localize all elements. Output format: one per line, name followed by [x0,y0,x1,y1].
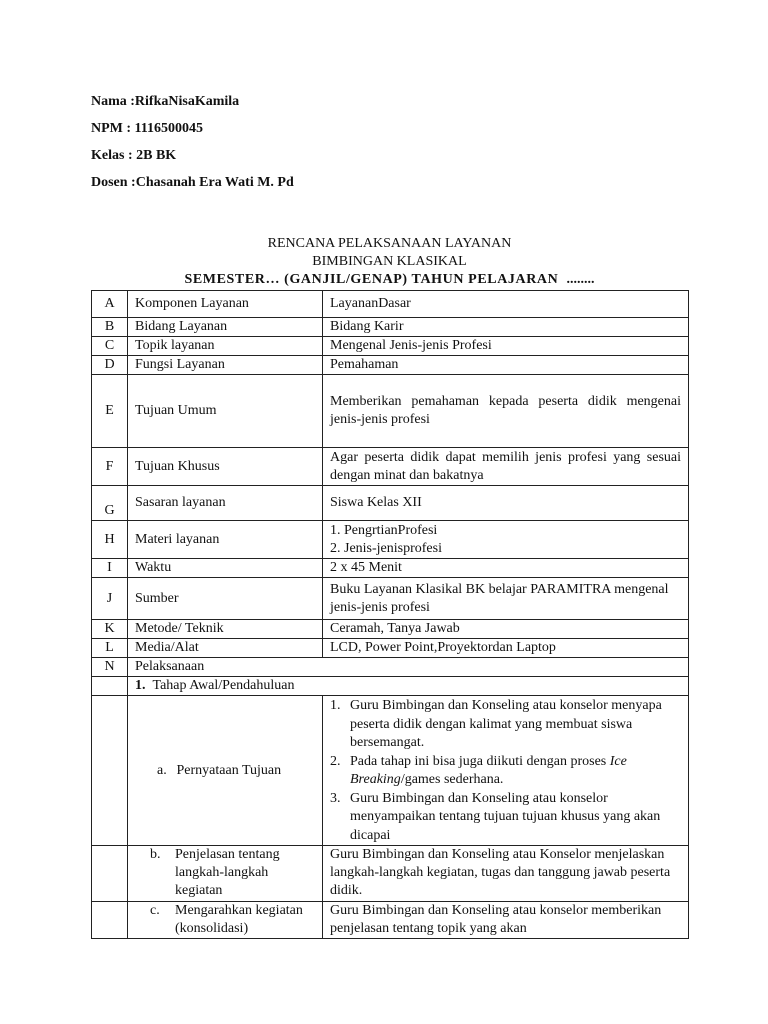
row-value: Bidang Karir [323,318,689,337]
row-value: 2 x 45 Menit [323,559,689,578]
step-title: Penjelasan tentang langkah-langkah kegiatan [175,847,280,898]
step-label [128,696,323,846]
step-label [128,846,323,902]
materi-item: 1. PengrtianProfesi [330,522,438,538]
table-row [92,318,689,337]
step-title: Mengarahkan kegiatan (konsolidasi) [175,903,303,936]
row-key: E [92,375,128,448]
row-key-empty [92,696,128,846]
student-info [91,92,294,200]
table-row [92,677,689,696]
step-c [135,902,315,938]
row-value: Pemahaman [323,356,689,375]
row-label: Media/Alat [128,639,323,658]
student-name: Nama :RifkaNisaKamila [91,94,240,109]
row-label: Sumber [128,578,323,620]
table-row [92,521,689,559]
row-label: Fungsi Layanan [128,356,323,375]
list-number: 3. [330,790,341,806]
list-text-post: /games sederhana. [400,772,504,787]
row-key-empty [92,846,128,902]
table-row [92,658,689,677]
materi-item: 2. Jenis-jenisprofesi [330,540,442,556]
row-key: F [92,448,128,486]
title-line-1: RENCANA PELAKSANAAN LAYANAN [267,236,512,251]
table-row [92,559,689,578]
row-label: Bidang Layanan [128,318,323,337]
step-a [135,762,315,780]
title-line-3 [91,271,688,289]
row-value: Mengenal Jenis-jenis Profesi [323,337,689,356]
document-title [91,235,688,289]
row-key: D [92,356,128,375]
table-row [92,696,689,846]
table-row [92,578,689,620]
table-row [92,356,689,375]
row-value: Buku Layanan Klasikal BK belajar PARAMITRA mengenal jenis-jenis profesi [323,578,689,620]
step-title: Pernyataan Tujuan [176,762,282,778]
rpl-table [91,290,689,939]
row-key: K [92,620,128,639]
title-line-3-tail: ........ [566,272,595,287]
row-key-empty [92,677,128,696]
row-value: Ceramah, Tanya Jawab [323,620,689,639]
list-text: Guru Bimbingan dan Konseling atau konselor menyapa peserta didik dengan kalimat yang membuat siswa bersemangat. [350,698,662,750]
list-item [330,697,681,753]
step-b [135,846,315,900]
stage-title: Tahap Awal/Pendahuluan [152,678,295,693]
row-key: A [92,291,128,318]
step-letter: c. [150,903,160,918]
table-row [92,448,689,486]
list-number: 2. [330,753,341,769]
row-value: LCD, Power Point,Proyektordan Laptop [323,639,689,658]
row-key: J [92,578,128,620]
stage-heading [128,677,689,696]
table-row [92,337,689,356]
step-label [128,902,323,939]
list-item [330,790,681,846]
row-key: I [92,559,128,578]
student-npm: NPM : 1116500045 [91,121,203,136]
table-row [92,846,689,902]
step-letter: a. [157,762,167,778]
table-row [92,620,689,639]
row-label: Komponen Layanan [128,291,323,318]
row-label: Tujuan Umum [128,375,323,448]
step-a-list [330,697,681,845]
row-key: C [92,337,128,356]
step-content: Guru Bimbingan dan Konseling atau Konselor menjelaskan langkah-langkah kegiatan, tugas dan tanggung jawab peserta didik. [323,846,689,902]
title-line-3-main: SEMESTER… (GANJIL/GENAP) TAHUN PELAJARAN [184,272,559,287]
row-label: Pelaksanaan [128,658,689,677]
list-number: 1. [330,698,341,713]
table-row [92,639,689,658]
row-label: Topik layanan [128,337,323,356]
list-item [330,753,681,790]
row-label: Sasaran layanan [128,486,323,521]
table-row [92,902,689,939]
stage-number: 1. [135,678,146,693]
row-key: B [92,318,128,337]
row-label: Tujuan Khusus [128,448,323,486]
row-key: G [92,486,128,521]
row-key: L [92,639,128,658]
table-row [92,375,689,448]
row-value: Memberikan pemahaman kepada peserta didik mengenai jenis-jenis profesi [323,375,689,448]
row-label: Metode/ Teknik [128,620,323,639]
table-row [92,486,689,521]
row-value: Siswa Kelas XII [323,486,689,521]
row-label: Waktu [128,559,323,578]
table-row [92,291,689,318]
step-content [323,696,689,846]
step-letter: b. [150,847,161,862]
row-value [323,521,689,559]
row-key-empty [92,902,128,939]
row-key: H [92,521,128,559]
lecturer-name: Dosen :Chasanah Era Wati M. Pd [91,175,294,190]
row-key: N [92,658,128,677]
row-label: Materi layanan [128,521,323,559]
row-value: LayananDasar [323,291,689,318]
step-content: Guru Bimbingan dan Konseling atau konselor memberikan penjelasan tentang topik yang akan [323,902,689,939]
list-text-pre: Pada tahap ini bisa juga diikuti dengan proses [350,753,610,769]
list-text: Guru Bimbingan dan Konseling atau konselor menyampaikan tentang tujuan tujuan khusus yang akan dicapai [350,790,661,843]
row-value: Agar peserta didik dapat memilih jenis profesi yang sesuai dengan minat dan bakatnya [323,448,689,486]
student-class: Kelas : 2B BK [91,148,177,163]
list-text-emphasis: Ice Breaking [350,753,627,787]
title-line-2: BIMBINGAN KLASIKAL [312,254,467,269]
